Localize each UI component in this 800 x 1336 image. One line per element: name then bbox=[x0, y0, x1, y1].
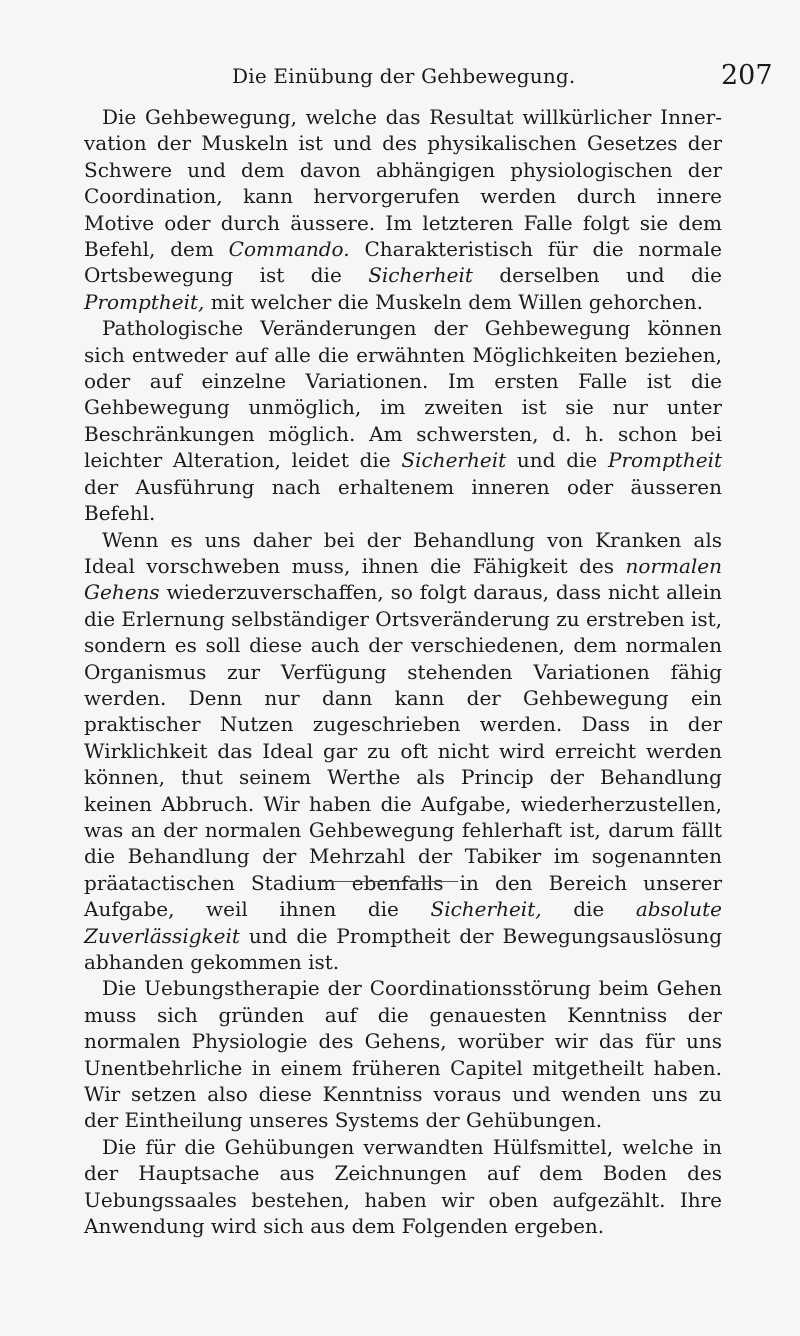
page-header bbox=[0, 62, 800, 96]
emphasized-text: Sicherheit, bbox=[430, 897, 542, 922]
paragraph bbox=[84, 315, 722, 526]
running-title: Die Einübung der Gehbewegung. bbox=[232, 64, 576, 88]
emphasized-text: Sicherheit bbox=[368, 263, 473, 288]
body-text bbox=[84, 104, 722, 1239]
text-run: Die Gehbewegung, welche das Resultat willkürlicher Innervation der Muskeln ist und des physikalischen Gesetzes der Schwere und dem davon abhängigen physiologischen der Coordination, kann hervorgerufen werden durch innere Motive oder durch äussere. Im letzteren Falle folgt sie dem Befehl, dem bbox=[84, 105, 722, 262]
paragraph bbox=[84, 975, 722, 1133]
emphasized-text: Sicherheit bbox=[401, 448, 507, 473]
emphasized-text: normalen Gehens bbox=[84, 553, 722, 605]
paragraph bbox=[84, 527, 722, 976]
text-run: Pathologische Veränderungen der Gehbewegung können sich entweder auf alle die erwähnten Möglichkeiten beziehen, oder auf einzelne Variationen. Im ersten Falle ist die Gehbewegung unmöglich, im zweiten ist sie nur unter Beschränkungen möglich. Am schwersten, d. h. schon bei leichter Alteration, leidet die bbox=[84, 316, 722, 473]
text-run: und die Promptheit der Bewegungsauslösung abhanden gekommen ist. bbox=[84, 923, 722, 974]
page-number: 207 bbox=[721, 60, 773, 91]
emphasized-text: absolute Zuverlässigkeit bbox=[84, 897, 723, 948]
paragraph bbox=[84, 1134, 722, 1240]
text-run: Charakteristisch für die normale Ortsbewegung ist die bbox=[84, 237, 722, 288]
text-run: die bbox=[541, 897, 636, 922]
text-run: der Ausführung nach erhaltenem inneren oder äusseren Befehl. bbox=[84, 474, 722, 526]
text-run: mit welcher die Muskeln dem Willen gehorchen. bbox=[204, 289, 703, 314]
emphasized-text: Commando. bbox=[228, 237, 350, 262]
text-run: Wenn es uns daher bei der Behandlung von Kranken als Ideal vorschweben muss, ihnen die Fähigkeit des bbox=[84, 527, 722, 578]
text-run: derselben und die bbox=[472, 263, 722, 288]
text-run: und die bbox=[506, 448, 608, 473]
emphasized-text: Promptheit bbox=[608, 448, 723, 473]
paragraph bbox=[84, 104, 722, 315]
text-run: Die Uebungstherapie der Coordinationsstörung beim Gehen muss sich gründen auf die genauesten Kenntniss der normalen Physiologie des Gehens, worüber wir das für uns Unentbehrliche in einem früheren Capitel mitgetheilt haben. Wir setzen also diese Kenntniss voraus und wenden uns zu der Eintheilung unseres Systems der Gehübungen. bbox=[84, 976, 722, 1133]
closing-rule bbox=[318, 881, 458, 882]
text-run: Die für die Gehübungen verwandten Hülfsmittel, welche in der Hauptsache aus Zeichnungen auf dem Boden des Uebungssaales bestehen, haben wir oben aufgezählt. Ihre Anwendung wird sich aus dem Folgenden ergeben. bbox=[84, 1134, 722, 1239]
emphasized-text: Promptheit, bbox=[84, 289, 205, 314]
text-run: wiederzuverschaffen, so folgt daraus, dass nicht allein die Erlernung selbständiger Ortsveränderung zu erstreben ist, sondern es soll diese auch der verschiedenen, dem normalen Organismus zur Verfügung stehenden Variationen fähig werden. Denn nur dann kann der Gehbewegung ein praktischer Nutzen zugeschrieben werden. Dass in der Wirklichkeit das Ideal gar zu oft nicht wird erreicht werden können, thut seinem Werthe als Princip der Behandlung keinen Abbruch. Wir haben die Aufgabe, wiederherzustellen, was an der normalen Gehbewegung fehlerhaft ist, darum fällt die Behandlung der Mehrzahl der Tabiker im sogenannten präatactischen Stadium ebenfalls in den Bereich unserer Aufgabe, weil ihnen die bbox=[84, 580, 722, 922]
